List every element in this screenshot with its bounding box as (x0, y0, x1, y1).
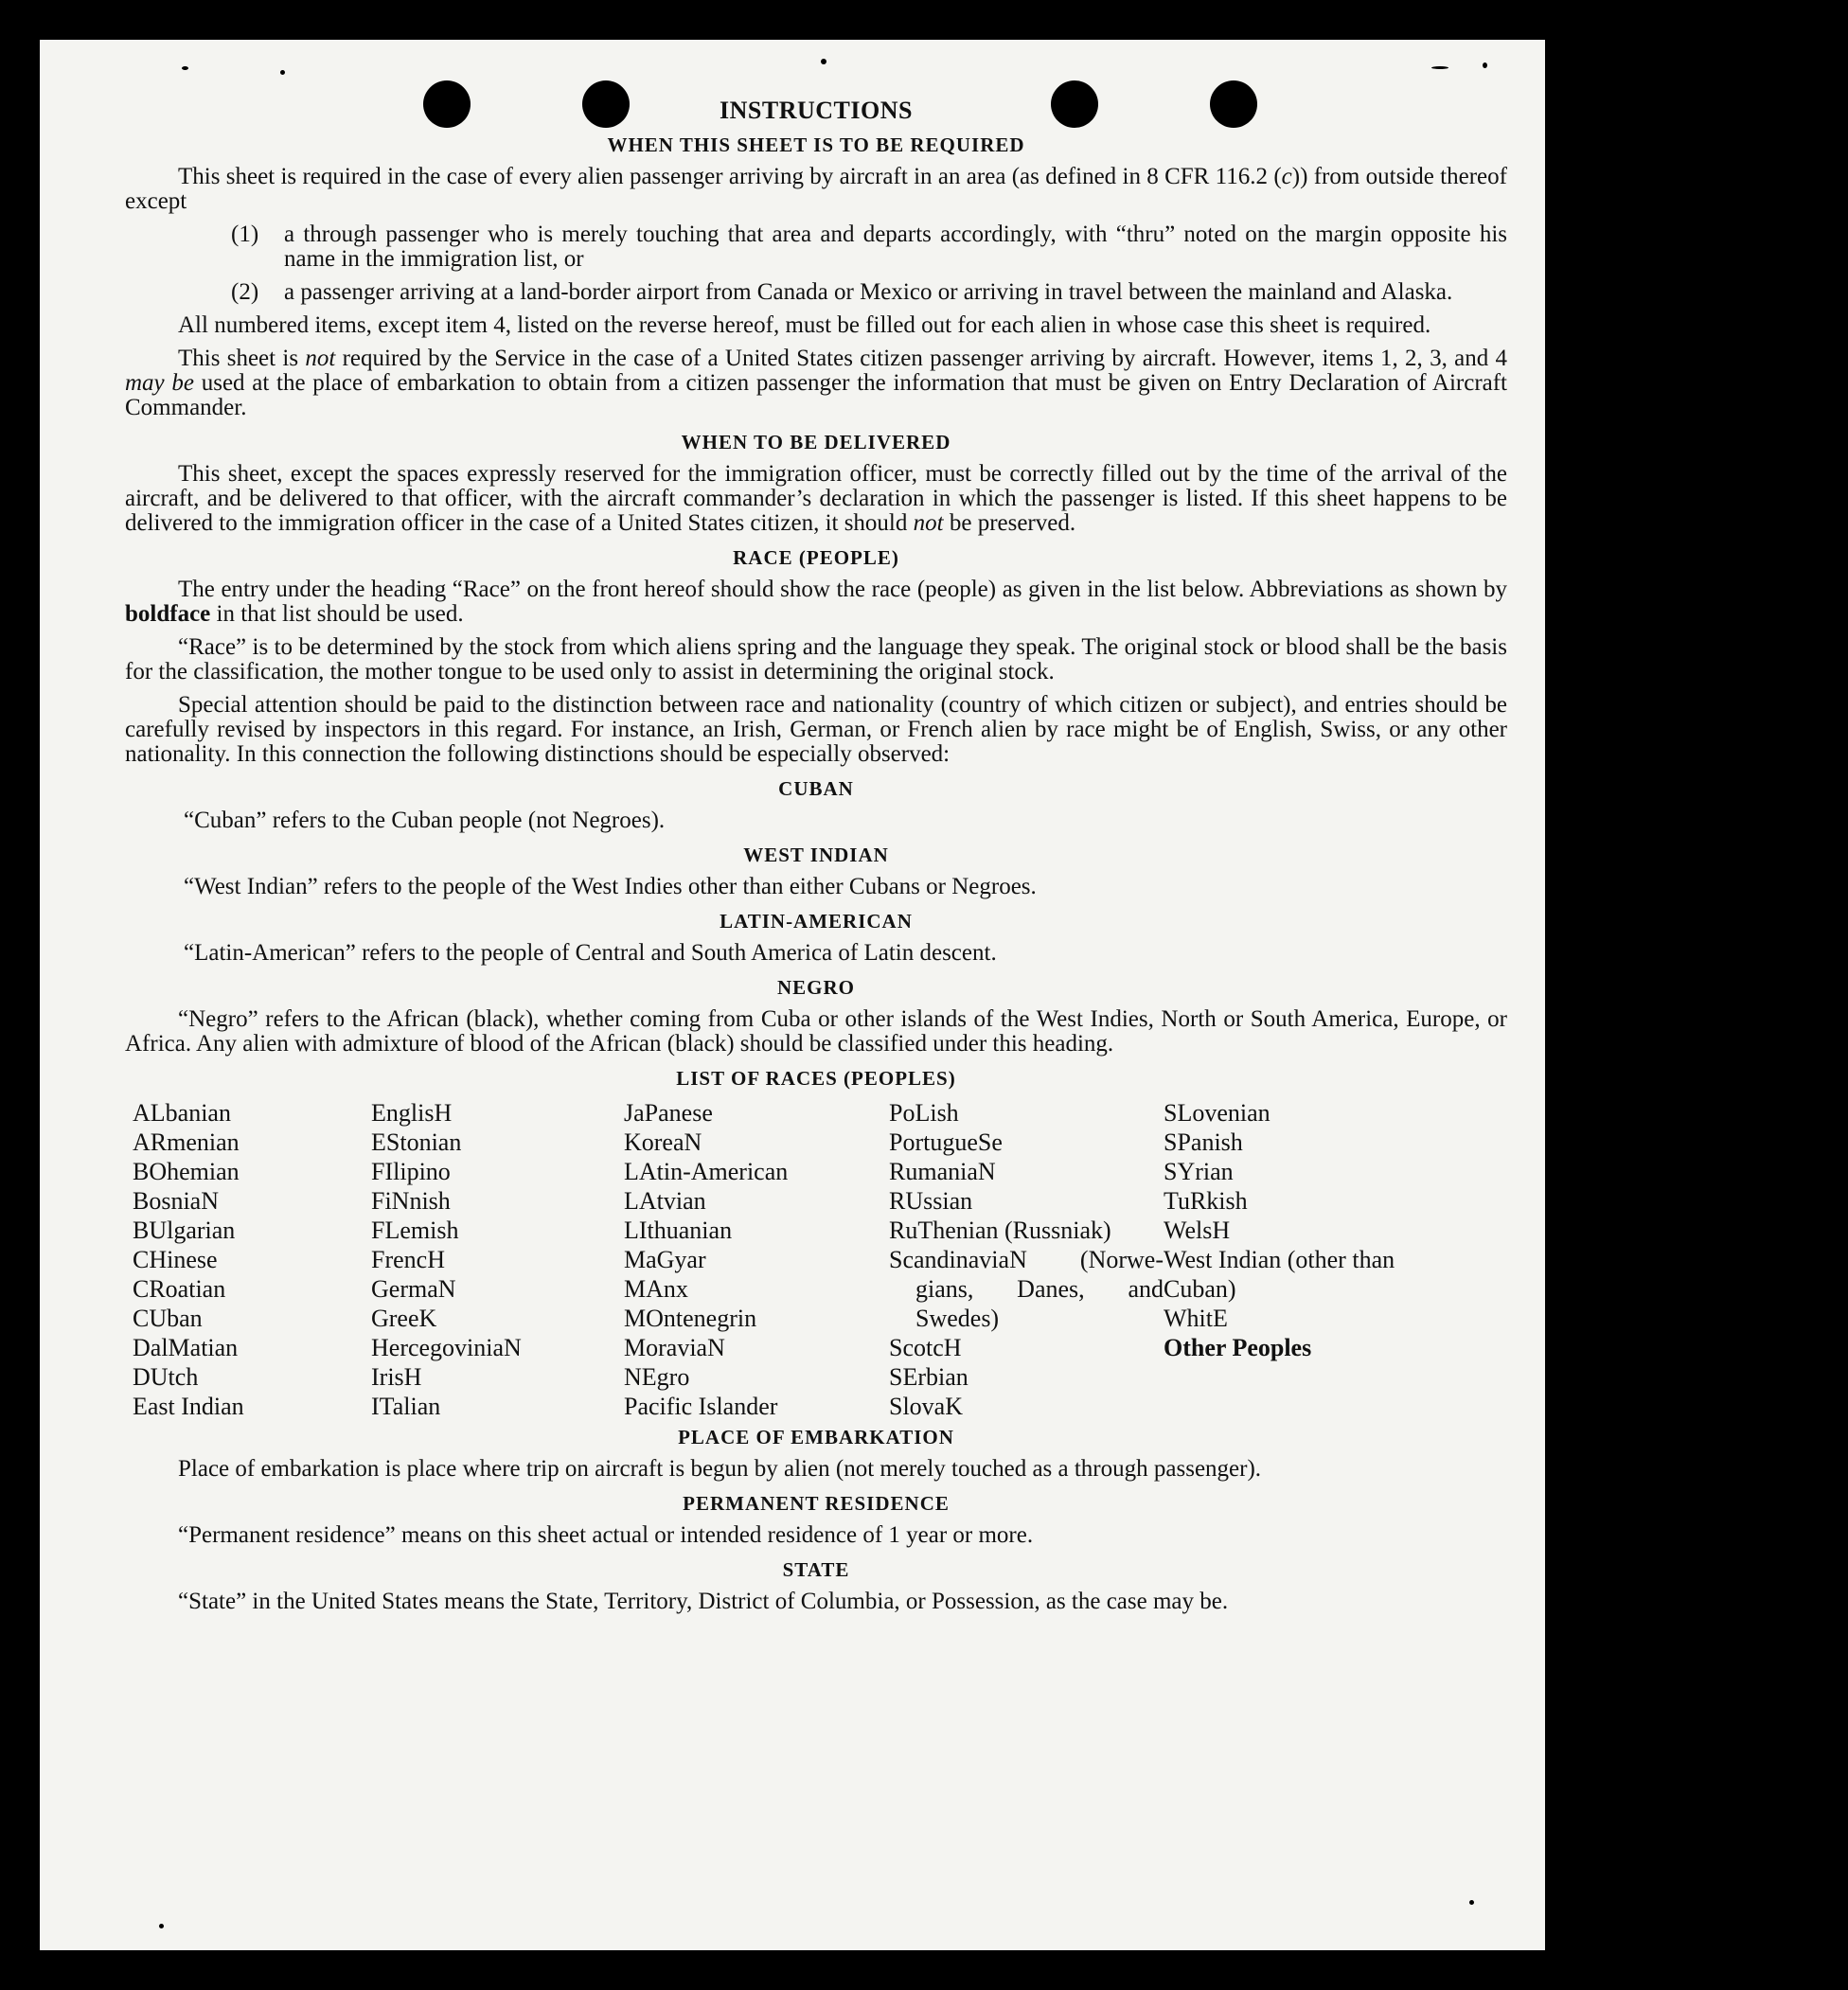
section-heading-embarkation: PLACE OF EMBARKATION (678, 1426, 954, 1448)
speck (1431, 66, 1448, 69)
race-item: TuRkish (1164, 1187, 1248, 1215)
race-column (133, 1098, 371, 1421)
race-item: DalMatian (133, 1334, 239, 1361)
list-item: (2) a passenger arriving at a land-border airport from Canada or Mexico or arriving in travel between the mainland and Alaska. (231, 279, 1453, 305)
race-item: WelsH (1164, 1217, 1231, 1244)
speck (1483, 62, 1487, 68)
paragraph: “West Indian” refers to the people of the West Indies other than either Cubans or Negroes. (184, 874, 1037, 899)
race-item: CUban (133, 1305, 203, 1332)
race-item: BosniaN (133, 1187, 219, 1215)
race-item: RuThenian (Russniak) (889, 1217, 1111, 1244)
race-item: MOntenegrin (624, 1305, 757, 1332)
race-item: EStonian (371, 1128, 462, 1156)
paragraph: “Negro” refers to the African (black), whether coming from Cuba or other islands of the West Indies, North or South America, Europe, or Africa. Any alien with admixture of blood of the African (black) should be classified under this heading. (125, 1006, 1507, 1057)
section-heading-delivered: WHEN TO BE DELIVERED (681, 431, 951, 453)
speck (280, 70, 285, 75)
race-item: EnglisH (371, 1099, 453, 1127)
section-heading-negro: NEGRO (776, 976, 855, 999)
race-item: BUlgarian (133, 1217, 236, 1244)
race-item: GermaN (371, 1275, 456, 1303)
race-item: ITalian (371, 1393, 441, 1420)
section-heading-latin-american: LATIN-AMERICAN (720, 910, 913, 933)
paragraph: This sheet, except the spaces expressly reserved for the immigration officer, must be correctly filled out by the time of the arrival of the aircraft, and be delivered to that officer, with the aircraft commander’s declaration in which the passenger is listed. If this sheet happens to be delivered to the immigration officer in the case of a United States citizen, it should not be preserved. (125, 461, 1507, 536)
race-item: PoLish (889, 1099, 959, 1127)
section-heading-cuban: CUBAN (778, 777, 854, 800)
paragraph: This sheet is not required by the Service in the case of a United States citizen passenger arriving by aircraft. However, items 1, 2, 3, and 4 may be used at the place of embarkation to obtain from a citizen passenger the information that must be given on Entry Declaration of Aircraft Commander. (125, 346, 1508, 420)
section-heading-state: STATE (782, 1558, 850, 1581)
paragraph: All numbered items, except item 4, listed on the reverse hereof, must be filled out for each alien in whose case this sheet is required. (178, 312, 1431, 338)
paragraph: “Cuban” refers to the Cuban people (not Negroes). (184, 808, 666, 833)
race-item: SYrian (1164, 1158, 1234, 1185)
race-item: ALbanian (133, 1099, 231, 1127)
race-item: SPanish (1164, 1128, 1243, 1156)
race-item: FiNnish (371, 1187, 451, 1215)
section-heading-residence: PERMANENT RESIDENCE (683, 1492, 950, 1515)
paragraph: Special attention should be paid to the distinction between race and nationality (country of which citizen or subject), and entries should be carefully revised by inspectors in this regard. For instance, an Irish, German, or French alien by race might be of English, Swiss, or any other nationality. In this connection the following distinctions should be especially observed: (125, 692, 1507, 767)
race-item: SlovaK (889, 1393, 963, 1420)
race-item: JaPanese (624, 1099, 713, 1127)
section-heading-required: WHEN THIS SHEET IS TO BE REQUIRED (607, 133, 1025, 156)
list-item: (1) a through passenger who is merely touching that area and departs accordingly, with “thru” noted on the margin opposite his name in the immigration list, or (231, 222, 1507, 272)
document-page (40, 40, 1545, 1950)
speck (821, 59, 826, 64)
race-item: LAtin-American (624, 1158, 789, 1185)
race-item: SLovenian (1164, 1099, 1270, 1127)
race-list (133, 1098, 1507, 1421)
race-column (889, 1098, 1164, 1421)
race-item: MaGyar (624, 1246, 706, 1273)
race-item: FrencH (371, 1246, 445, 1273)
paragraph: “Race” is to be determined by the stock from which aliens spring and the language they speak. The original stock or blood shall be the basis for the classification, the mother tongue to be used only to assist in determining the original stock. (125, 634, 1507, 684)
race-item: GreeK (371, 1305, 437, 1332)
race-item: FIlipino (371, 1158, 451, 1185)
race-item: WhitE (1164, 1305, 1228, 1332)
race-column (371, 1098, 624, 1421)
paragraph: Place of embarkation is place where trip on aircraft is begun by alien (not merely touched as a through passenger). (178, 1456, 1262, 1482)
race-item-continued: gians, Danes, and Swedes) (915, 1275, 1164, 1332)
race-item: ARmenian (133, 1128, 240, 1156)
race-item: LIthuanian (624, 1217, 733, 1244)
section-heading-race: RACE (PEOPLE) (733, 546, 899, 569)
race-item: RUssian (889, 1187, 973, 1215)
race-item: BOhemian (133, 1158, 240, 1185)
race-item: SErbian (889, 1363, 968, 1391)
race-item: IrisH (371, 1363, 422, 1391)
paragraph: “Latin-American” refers to the people of Central and South America of Latin descent. (184, 940, 997, 966)
paragraph: “Permanent residence” means on this sheet actual or intended residence of 1 year or more. (178, 1522, 1034, 1548)
race-item: ScotcH (889, 1334, 962, 1361)
race-item: RumaniaN (889, 1158, 996, 1185)
section-heading-west-indian: WEST INDIAN (743, 844, 889, 866)
race-item: LAtvian (624, 1187, 706, 1215)
race-item: KoreaN (624, 1128, 702, 1156)
race-item: FLemish (371, 1217, 459, 1244)
race-item: DUtch (133, 1363, 199, 1391)
race-item: NEgro (624, 1363, 690, 1391)
paragraph: This sheet is required in the case of every alien passenger arriving by aircraft in an area (as defined in 8 CFR 116.2 (c)) from outside thereof except (125, 164, 1507, 214)
speck (159, 1924, 164, 1928)
race-item: MAnx (624, 1275, 688, 1303)
race-item: Other Peoples (1164, 1334, 1312, 1361)
paragraph: “State” in the United States means the State, Territory, District of Columbia, or Possession, as the case may be. (178, 1589, 1229, 1614)
race-item: Pacific Islander (624, 1393, 778, 1420)
race-column (1164, 1098, 1408, 1421)
section-heading-list-of-races: LIST OF RACES (PEOPLES) (676, 1067, 956, 1090)
race-item: West Indian (other than Cuban) (1164, 1246, 1395, 1303)
race-item: MoraviaN (624, 1334, 725, 1361)
race-item: ScandinaviaN (Norwe- (889, 1246, 1164, 1273)
race-item: HercegoviniaN (371, 1334, 522, 1361)
page-title: INSTRUCTIONS (720, 97, 913, 124)
race-column (624, 1098, 889, 1421)
race-item: PortugueSe (889, 1128, 1003, 1156)
speck (182, 66, 188, 70)
instructions-content (125, 98, 1507, 1623)
race-item: CHinese (133, 1246, 218, 1273)
paragraph: The entry under the heading “Race” on the front hereof should show the race (people) as given in the list below. Abbreviations as shown by boldface in that list should be used. (125, 577, 1507, 627)
race-item: CRoatian (133, 1275, 226, 1303)
speck (1469, 1900, 1474, 1905)
race-item: East Indian (133, 1393, 244, 1420)
